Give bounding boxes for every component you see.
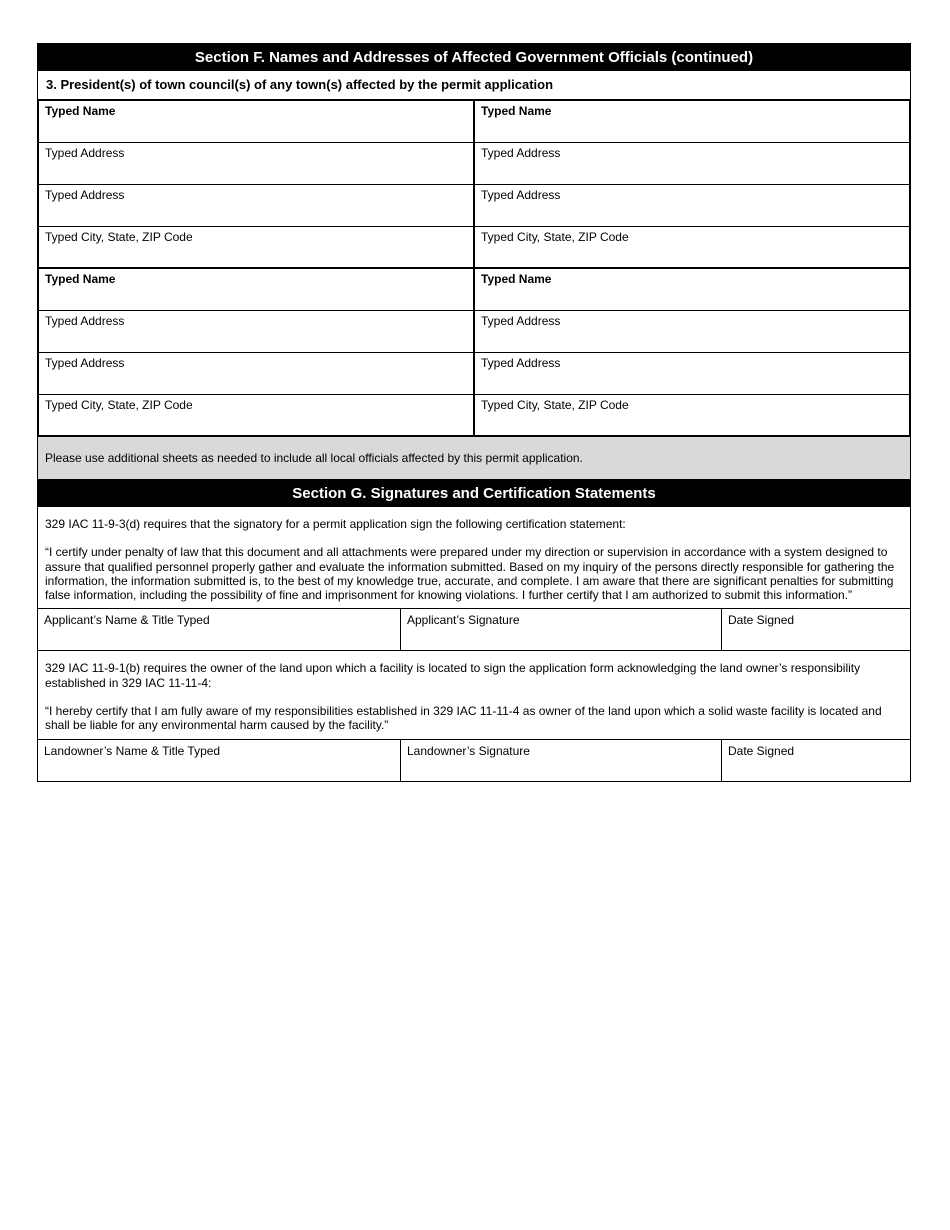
landowner-date-signed-field[interactable]: Date Signed	[728, 743, 795, 758]
typed-name-field[interactable]: Typed Name	[475, 269, 909, 311]
landowner-signature-field[interactable]: Landowner’s Signature	[401, 740, 722, 781]
applicant-signature-row	[37, 609, 911, 651]
section-g-header: Section G. Signatures and Certification Statements	[37, 479, 911, 507]
typed-name-field[interactable]: Typed Name	[39, 269, 473, 311]
permit-form	[37, 43, 911, 782]
landowner-intro: 329 IAC 11-9-1(b) requires the owner of the land upon which a facility is located to sign the application form acknowledging the land owner’s responsibility established in 329 IAC 11-11-4:	[45, 661, 861, 690]
officials-block-1	[37, 101, 911, 269]
typed-city-state-zip-field[interactable]: Typed City, State, ZIP Code	[475, 227, 909, 269]
typed-address-field[interactable]: Typed Address	[39, 185, 473, 227]
typed-address-field[interactable]: Typed Address	[39, 143, 473, 185]
applicant-certification-text	[37, 507, 911, 609]
typed-address-field[interactable]: Typed Address	[39, 311, 473, 353]
landowner-signature-row	[37, 740, 911, 782]
official-column-left	[37, 101, 475, 269]
official-column-right	[475, 269, 911, 437]
landowner-certification-text	[37, 651, 911, 739]
applicant-statement: “I certify under penalty of law that this document and all attachments were prepared under my direction or supervision in accordance with a system designed to assure that qualified personnel properly gather and evaluate the information submitted. Based on my inquiry of the persons directly responsible for gathering the information, the information submitted is, to the best of my knowledge true, accurate, and complete. I am aware that there are significant penalties for submitting false information, including the possibility of fine and imprisonment for knowing violations. I further certify that I am authorized to submit this information.”	[45, 545, 895, 603]
typed-name-field[interactable]: Typed Name	[475, 101, 909, 143]
landowner-statement: “I hereby certify that I am fully aware of my responsibilities established in 329 IAC 11-11-4 as owner of the land upon which a solid waste facility is located and shall be liable for any environmental harm caused by the facility.”	[45, 704, 882, 733]
typed-city-state-zip-field[interactable]: Typed City, State, ZIP Code	[475, 395, 909, 437]
applicant-date-signed-field[interactable]: Date Signed	[728, 613, 795, 628]
landowner-name-title-field[interactable]: Landowner’s Name & Title Typed	[38, 740, 401, 781]
official-column-right	[475, 101, 911, 269]
typed-address-field[interactable]: Typed Address	[475, 353, 909, 395]
applicant-intro: 329 IAC 11-9-3(d) requires that the signatory for a permit application sign the following certification statement:	[45, 517, 626, 531]
applicant-name-title-field[interactable]: Applicant’s Name & Title Typed	[38, 609, 401, 650]
typed-city-state-zip-field[interactable]: Typed City, State, ZIP Code	[39, 395, 473, 437]
typed-name-field[interactable]: Typed Name	[39, 101, 473, 143]
official-column-left	[37, 269, 475, 437]
question-3-title: 3. President(s) of town council(s) of any town(s) affected by the permit application	[37, 71, 911, 101]
additional-sheets-note: Please use additional sheets as needed to include all local officials affected by this permit application.	[37, 437, 911, 479]
typed-address-field[interactable]: Typed Address	[475, 185, 909, 227]
typed-address-field[interactable]: Typed Address	[475, 143, 909, 185]
typed-address-field[interactable]: Typed Address	[39, 353, 473, 395]
applicant-signature-field[interactable]: Applicant’s Signature	[401, 609, 722, 650]
section-f-header: Section F. Names and Addresses of Affected Government Officials (continued)	[37, 43, 911, 71]
typed-city-state-zip-field[interactable]: Typed City, State, ZIP Code	[39, 227, 473, 269]
officials-block-2	[37, 269, 911, 437]
typed-address-field[interactable]: Typed Address	[475, 311, 909, 353]
